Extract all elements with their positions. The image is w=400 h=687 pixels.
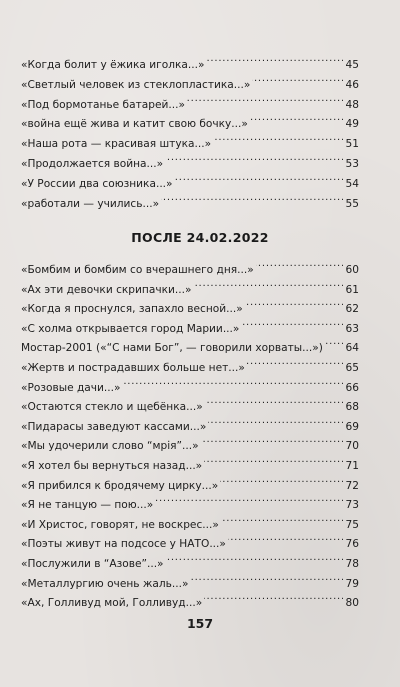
toc-entry-title: «Я хотел бы вернуться назад...»	[21, 459, 203, 472]
toc-entry-title: «Я прибился к бродячему цирку...»	[21, 479, 219, 492]
dot-leader	[204, 587, 343, 606]
toc-entry-title: «Я не танцую — пою...»	[21, 499, 154, 512]
toc-entry-page: 54	[345, 177, 359, 190]
toc-entry-title: «Остаются стекло и щебёнка...»	[21, 401, 203, 414]
toc-entry-title: «Послужили в “Азове”...»	[21, 557, 164, 570]
toc-entry-page: 64	[345, 342, 359, 355]
toc-entry-page: 49	[345, 118, 359, 131]
page-number: 157	[186, 616, 214, 631]
toc-entry-page: 48	[345, 98, 359, 111]
toc-entry-page: 68	[345, 401, 359, 414]
toc-entry-page: 71	[345, 459, 359, 472]
toc-entry-title: «Розовые дачи...»	[21, 381, 121, 394]
dot-leader	[245, 293, 343, 312]
toc-entry-page: 63	[345, 322, 359, 335]
toc-entry-page: 61	[345, 283, 359, 296]
toc-entry-page: 80	[345, 597, 359, 610]
toc-entry-page: 55	[345, 197, 359, 210]
toc-entry-title: «Металлургию очень жаль...»	[21, 577, 189, 590]
toc-entry-title: «С холма открывается город Марии...»	[21, 322, 240, 335]
toc-entry-title: «Поэты живут на подсосе у НАТО...»	[21, 538, 226, 551]
toc-entry-page: 60	[345, 264, 359, 276]
dot-leader	[325, 332, 343, 351]
dot-leader	[201, 430, 343, 449]
toc-entry-page: 78	[345, 557, 359, 570]
dot-leader	[252, 69, 343, 88]
toc-entry-page: 62	[345, 303, 359, 316]
toc-entry-page: 45	[345, 59, 359, 71]
dot-leader	[205, 391, 343, 410]
dot-leader	[250, 108, 343, 127]
toc-entry-page: 76	[345, 538, 359, 551]
dot-leader	[175, 168, 343, 187]
toc-entry-title: «Ах эти девочки скрипачки...»	[21, 283, 192, 296]
dot-leader	[208, 411, 343, 430]
toc-entry-page: 72	[345, 479, 359, 492]
toc-entry-title: «Пидарасы заведуют кассами...»	[21, 420, 207, 433]
dot-leader	[221, 509, 343, 528]
dot-leader	[191, 568, 343, 587]
toc-entry-page: 79	[345, 577, 359, 590]
dot-leader	[241, 313, 343, 332]
toc-entry-title: «Бомбим и бомбим со вчерашнего дня...»	[21, 264, 254, 276]
toc-entry-title: «Жертв и пострадавших больше нет...»	[21, 361, 245, 374]
toc-entry-page: 70	[345, 440, 359, 453]
toc-entry-title: «Под бормотанье батарей...»	[21, 98, 185, 111]
dot-leader	[256, 254, 343, 273]
toc-entry-title: «Светлый человек из стеклопластика...»	[21, 78, 251, 91]
dot-leader	[228, 528, 343, 547]
toc-entry-page: 46	[345, 78, 359, 91]
dot-leader	[155, 489, 343, 508]
toc-entry-title: «Продолжается война...»	[21, 157, 164, 170]
dot-leader	[123, 372, 343, 391]
toc-list-top	[21, 49, 359, 210]
toc-entry-title: «Ах, Голливуд мой, Голливуд...»	[21, 597, 203, 610]
toc-entry-page: 65	[345, 361, 359, 374]
dot-leader	[206, 49, 343, 68]
dot-leader	[247, 352, 343, 371]
toc-entry	[21, 254, 359, 274]
toc-entry-title: «Наша рота — красивая штука...»	[21, 138, 212, 151]
toc-entry-page: 51	[345, 138, 359, 151]
toc-entry-page: 75	[345, 518, 359, 531]
toc-entry-page: 53	[345, 157, 359, 170]
section-heading: ПОСЛЕ 24.02.2022	[131, 230, 269, 245]
toc-entry-title: «Когда я проснулся, запахло весной...»	[21, 303, 243, 316]
toc-entry-page: 66	[345, 381, 359, 394]
toc-entry-title: «И Христос, говорят, не воскрес...»	[21, 518, 219, 531]
toc-entry-title: «Когда болит у ёжика иголка...»	[21, 59, 205, 71]
toc-list-bottom	[21, 254, 359, 610]
dot-leader	[193, 274, 343, 293]
toc-entry-page: 73	[345, 499, 359, 512]
dot-leader	[161, 188, 343, 207]
toc-entry-title: «работали — учились...»	[21, 197, 160, 210]
dot-leader	[187, 89, 343, 108]
toc-entry-title: Мостар-2001 («“С нами Бог”, — говорили хорваты...»)	[21, 342, 323, 355]
toc-entry-page: 69	[345, 420, 359, 433]
dot-leader	[166, 548, 343, 567]
dot-leader	[204, 450, 343, 469]
toc-entry-title: «У России два союзника...»	[21, 177, 173, 190]
toc-entry	[21, 49, 359, 69]
dot-leader	[220, 470, 343, 489]
dot-leader	[213, 128, 343, 147]
toc-entry-title: «война ещё жива и катит свою бочку...»	[21, 118, 248, 131]
toc-entry-title: «Мы удочерили слово “мрія”...»	[21, 440, 199, 453]
dot-leader	[165, 148, 343, 167]
